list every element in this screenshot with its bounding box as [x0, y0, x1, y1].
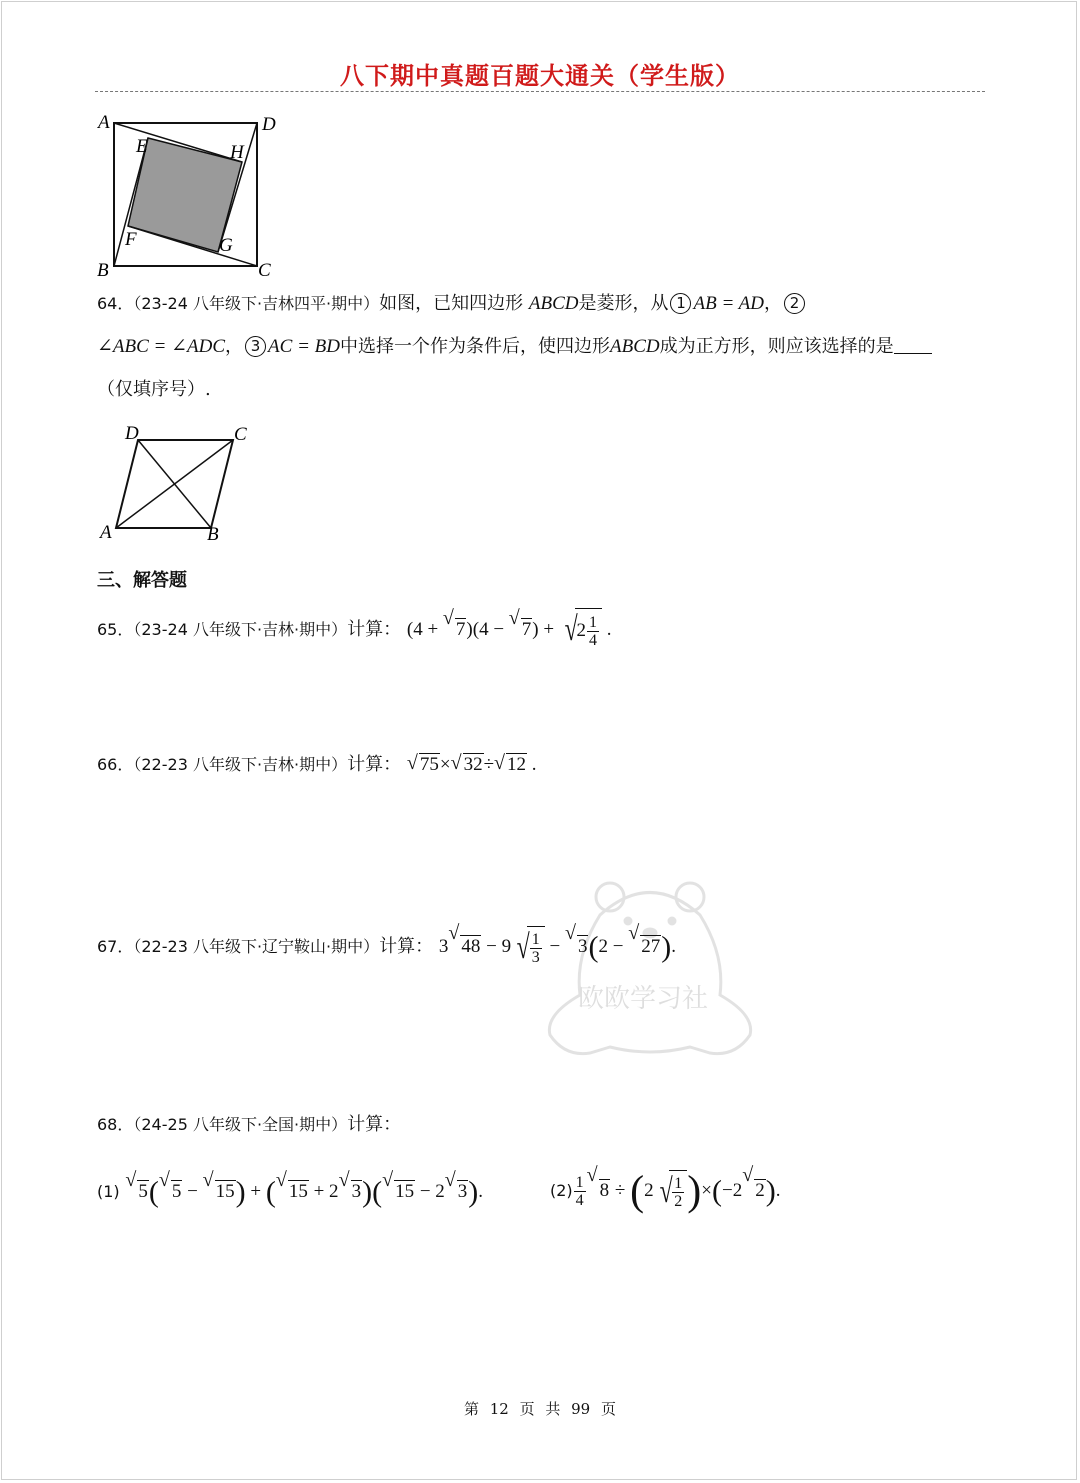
- label-A: A: [98, 112, 110, 133]
- question-source: （23-24 八年级下·吉林四平·期中）: [133, 294, 380, 313]
- question-64-line3: （仅填序号）.: [97, 379, 211, 400]
- expression: (4 + √ 7)(4 − √ 7) + √ 2 $\frac{1}{4}$ .: [407, 619, 612, 640]
- square-figure: [92, 108, 292, 283]
- expression: √ 75×√ 32÷√ 12 .: [407, 754, 537, 775]
- question-66: 66．（22-23 八年级下·吉林·期中）计算： √ 75×√ 32÷√ 12 .: [97, 753, 537, 777]
- page-number-footer: 第 12 页 共 99 页: [463, 1400, 616, 1418]
- rhombus-figure: [96, 420, 261, 545]
- question-68-part-2: (2) $\frac{1}{4}$ √ 8 ÷ (2 √ $\frac{1}{2}$ )×(−2√ 2).: [550, 1165, 780, 1217]
- circled-number-3: 3: [245, 336, 266, 357]
- label-F: F: [125, 229, 137, 250]
- label-C: C: [234, 424, 247, 445]
- diagonal-BD: [138, 440, 211, 528]
- question-68-part-1: (1) √ 5(√ 5 − √ 15) + (√ 15 + 2√ 3)(√ 15 − 2√ 3).: [97, 1170, 483, 1214]
- circled-number-2: 2: [784, 293, 805, 314]
- question-65: 65．（23-24 八年级下·吉林·期中）计算： (4 + √ 7)(4 − √ 7) + √ 2 $\frac{1}{4}$ .: [97, 608, 612, 653]
- expression: √ 5(√ 5 − √ 15) + (√ 15 + 2√ 3)(√ 15 − 2√ 3).: [125, 1181, 483, 1202]
- question-68: 68．（24-25 八年级下·全国·期中）计算：: [97, 1114, 402, 1135]
- question-64: 64．（23-24 八年级下·吉林四平·期中）如图，已知四边形 ABCD是菱形，从 1 AB = AD， 2: [97, 292, 807, 316]
- label-C: C: [258, 260, 271, 281]
- watermark-text: 欧欧学习社: [578, 984, 709, 1014]
- question-67: 67．（22-23 八年级下·辽宁鞍山·期中）计算： 3√ 48 − 9 √ $\frac{1}{3}$ − √ 3(2 − √ 27).: [97, 923, 676, 971]
- label-E: E: [136, 136, 148, 157]
- section-heading: 三、解答题: [97, 570, 187, 591]
- label-D: D: [125, 423, 139, 444]
- label-A: A: [100, 522, 112, 543]
- label-B: B: [97, 260, 109, 281]
- label-H: H: [230, 142, 244, 163]
- expression: 3√ 48 − 9 √ $\frac{1}{3}$ − √ 3(2 − √ 27).: [439, 936, 676, 957]
- label-D: D: [262, 114, 276, 135]
- label-G: G: [219, 235, 233, 256]
- answer-blank[interactable]: [894, 335, 932, 354]
- question-number: 64．: [97, 294, 134, 313]
- header-divider: [95, 91, 985, 92]
- expression: $\frac{1}{4}$ √ 8 ÷ (2 √ $\frac{1}{2}$ )×(−2√ 2).: [573, 1180, 781, 1201]
- circled-number-1: 1: [670, 293, 691, 314]
- question-64-line2: ∠ABC = ∠ADC， 3 AC = BD中选择一个作为条件后，使四边形ABCD成为正方形，则应该选择的是: [97, 335, 932, 359]
- page-title: 八下期中真题百题大通关（学生版）: [340, 61, 740, 90]
- label-B: B: [207, 524, 219, 545]
